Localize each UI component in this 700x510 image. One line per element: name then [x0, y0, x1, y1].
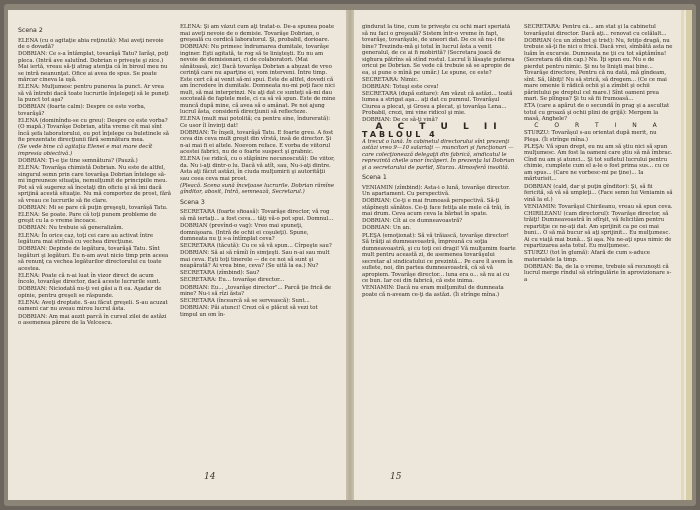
tableau-heading: TABLOUL 4 — [362, 129, 438, 139]
right-page — [354, 10, 692, 500]
dialogue-line: DOBRIAN: Niciodată nu-ţi vei găsi a fi ea. Aşadar de opinie, pentru greşeli se răspunde. — [18, 286, 162, 299]
dialogue-line: DOBRIAN: Nu trebuie să generalizăm. — [18, 225, 124, 232]
dialogue-line: DOBRIAN: Mi se pare că puţin greşeşti, tovarăşă Tatu. — [18, 204, 168, 211]
dialogue-line: ELENA: Poate că n-ai luat în vizor direct de acum încolo, tovarăşe director, dacă aceste lucrurile sunt. — [18, 272, 161, 286]
dialogue-line: DOBRIAN: Totuşi este ceva! — [362, 83, 439, 90]
dialogue-line: SECRETARA (tăcută): Cu ce să vă spun... Cîrpeşte sau? — [180, 243, 332, 250]
stage-direction: (Se vede bine că agitaţia Elenei e mai mare decît impresia obiectivă.) — [18, 144, 153, 157]
dialogue-line: DOBRIAN: Ţi-e ţie tine semnătura? (Pauză.) — [18, 158, 138, 165]
dialogue-line: PLEŞA: Vă spun drept, eu nu am să ştiu nici să spun mulţumesc. Am fost la oameni care ştiu să mă îmbrac. Cînd nu am şi atunci... Şi tot sufletul lucrului pentru chimie, cumplete cum el a-le o fost prima sus... cu ce am spus... (Care ne vorbesc-mi pe ţine)... Ia mărturisit... — [524, 143, 673, 183]
scene-heading: Scena 1 — [362, 174, 387, 182]
dialogue-line: DOBRIAN: Eu... „tovarăşe director"... Parcă ţie frică de mine? Nu-i să rîzi ăsta? — [180, 284, 332, 298]
act-heading: A C T U L II — [375, 122, 503, 133]
left-page — [8, 10, 346, 500]
dialogue-line: ELENA (se ridică, cu o stăpînire necunoscută): De viitor, da. Nu i-aţi dintr-o lu. Dacă vă atît, sau, Nu-i-aţi dintre. Asta aţi făcut astăzi, în ciuda mulţumirii şi autorităţii sau ceea ceva mai prost. — [180, 156, 335, 182]
dialogue-line: DOBRIAN: Te înşeli, tovarăşă Tatu. E foarte greu. A fost ceva din ceva mult greşit din vîrstă, insă de director. Şi n-ai mai fi ei altele. Noevom reface. E vorba de viitorul acestei fabrici, nu de o foarte suspect şi grabnic. — [180, 129, 334, 156]
dialogue-line: DOBRIAN: Păi atunci! Crezi că e plăcut să vezi tot timpul un om în- — [180, 305, 318, 318]
dialogue-line: DOBRIAN (foarte calm): Despre ce este vorba, tovarăşă? — [18, 104, 146, 117]
dialogue-line: STURZU (tot în glumă): Afară de cum s-aduce materialele la timp. — [524, 250, 650, 263]
dialogue-line: DOBRIAN: Am mai auzit parcă în cursul zilei de astăzi o asemenea părere de la Velcescu. — [18, 313, 167, 326]
dialogue-line: DOBRIAN: Nu primesc îndrumarea dumitale, tovarăşe inginer. Eşti agitată, te rog să te linişteşti. Eu nu am nevoie de demisionari, ci de colaboratori. (Mai sănătoasă, zic) Dacă tovarăşa Dobrian a abuzat de vreo cerinţă care nu aparţine ei, vom interveni. Între timp. Este cert că ai venit să-mi spui. Este de altfel, dovedi că am încredere în dumitale. Domneata nu-mi poţi face nici mult, să mai interprinzi. Nu aţi dat ce sunteţi să-mi dau socoteală de faptele mele, ci ca să vă spun. Este de mine muncă după mine, că avea să o amânat. Pe noi ajung lucrul ăsta, consideră direcţiunii să reflecteze. — [180, 44, 336, 116]
dialogue-line: DOBRIAN: Un an. — [362, 225, 411, 232]
dialogue-line: DOBRIAN: De ce să-ţi vină? — [362, 117, 438, 124]
dialogue-line: DOBRIAN (cald, dar şi puţin gînditor): Şi, să fii fericită, să vă să umpleţi... (Face semn lui Veniamin să vină la el.) — [524, 183, 673, 203]
dialogue-line: DOBRIAN: Cît ai ce dumneavoastră? — [362, 218, 463, 225]
dialogue-line: CHIRILEANU (cam directorul): Tovarăşe director, să trăiţi! Dumneavoastră în sfîrşit, vă felicităm pentru repartiţie ce ne-aţi dat. Am sprijinit ca pe cei mai buni... O să mă bucur să aţi sprijinit... Eu mulţumesc. Ai cu viaţă mai bună... Şi aşa. Nu ne-aţi spus nimic de repartizarea asta totul. Eu mulţumesc. — [524, 210, 672, 250]
dialogue-line: ELENA: Tovarăşa chimistă Dobrian. Nu este de altfel, singurul semn prin care tovarăşa Dobrian întelege să-mi îngreuneze situaţia, nemulţumit de principiile meu. Pot să vă sugerez să încetaţi din oficiu şi să îmi dacă sprijină acestă situaţie. Nu mă comportez de prost, fără să vreau ce lucrurile să fie clare. — [18, 165, 171, 204]
dialogue-line: SECRETARA (foarte sfioasă): Tovarăşe director, vă rog să mă iertaţi... a fost ceva... tăţi vă-o pot spui. Domnul... — [180, 209, 334, 222]
dialogue-line: ETA (care a apărut de o secundă în prag şi a ascultat totul cu groază şi ochii plini de grijă): Mergem la masă, Anghele? — [524, 103, 670, 123]
dialogue-line: ELENA (cu o agitaţie abia reţinută): Mai aveţi nevoie de o dovadă? — [18, 37, 164, 50]
stage-direction: (Pleacă. Scena sună înceţoase lucrurile. Dobrian rămîne gînditor, abosit, Intră, semnează, Secretarul.) — [180, 182, 335, 196]
page-number: 14 — [204, 472, 216, 482]
dialogue-line: SECRETARA: Nimic. — [362, 76, 419, 83]
dialogue-line: DOBRIAN (prevînd-o vag): Vreo mai spuneţi, domnişoara. (Intră de ochii ei coşuleţi). Spune, dumneata nu ţi s-a întîmplat ceva? — [180, 223, 309, 243]
dialogue-line: ELENA: Se poate. Pare că toţi punem probleme de greşit cu la o vreme încoace. — [18, 211, 157, 225]
dialogue-line: ELENA (dominîndu-se cu greu): Despre ce este vorba? (O mapă.) Tovarăşe Dobrian, atîta vreme cît mai sînt încă şefa laboratorului, eu pot înţelege ca buletinele să fie prezentate direcţiunii fără semnătura mea. — [18, 117, 169, 144]
dialogue-line: SECRETARA (după ezitare): Am văzut că astăzi... toată lumea a strigat aşa... aţi dat cu pumnul. Tovarăşul Ciurea a plecat, şi Grosu a plecat, şi tovarăşa Lena... Probabil, crezi, imi vine ridicol şi mie. — [362, 90, 513, 117]
dialogue-line: ELENA: Aveţi dreptate. S-au făcut greşeli. S-au acuzat oameni car nu aveau mirou lucrul ăsta. — [18, 299, 168, 313]
page-number: 15 — [390, 472, 402, 482]
dialogue-line: DOBRIAN: Să ai să rămîi în simţeşti. Sau n-ai sau mult mai ceva. Eşti toţi tinerele — de ce noi să sunt şi neapărată? Ai vrea bine, ceva? (Se uită la ea.) Nu? — [180, 250, 330, 270]
scene-heading: Scena 2 — [18, 27, 43, 34]
dialogue-line: ELENA: În orice caz, toţi cei care au activat între legătura mai strînsă cu vechea direcţiune. — [18, 232, 154, 246]
stage-direction: A trecut o lună. În cabinetul directorului sînt prezenţi astăzi vreo 9—10 salariaţi — muncitori şi funcţionari — care colecţionează delegaţii din fabrică, sindicatul le reprezintă cheile unor încăperi. În prezenţa lui Dobrian şi a secretarului de partid, Sturzu. Atmosferă insolită. — [362, 138, 515, 171]
dialogue-line: SECRETARA: Pentru că... am stat şi la cabinetul tovarăşului director. Dacă aţi... renovat cu celălalt... — [524, 24, 667, 37]
right-page-column-1 — [362, 24, 516, 454]
dialogue-line: STURZU: Tovarăşul s-au orientat după merit, nu Pleşa. (Îi strînge mîna.) — [524, 130, 657, 143]
dialogue-line: DOBRIAN: Ce-ţi e mai frumoasă perspectivă. Să-ţi stăpîneşti sănătos. Ce-ţi face fetiţa ale mele că trăi, în mai drum. Ceva acum ceva la bărbat în spate. — [362, 198, 510, 218]
dialogue-line: gîndurat la tine, cum te priveşte cu ochi mari speriată să nu faci o greşeală? Sistem într-o vreme în fapt, tovarăşe, tovarăşule, de uneori dat. De ce să nu-i fie bine? Trezindu-mă şi totul în lucrul ăsta a venit generalul, de ce ai fi mobirită? (Secretara joacă de sighura pătrîns să stînd rostul. Lucrul îi lăsaşte puterea oricui pe Dobrian. Se vede că trebuie să se apropie de ea, și pune o mînă pe umăr.) Le spune, ce este? — [362, 24, 515, 76]
dialogue-line: VENIAMIN (zîmbind): Asta-i o lună, tovarăşe director. Un apartament. Cu perspectivă. — [362, 184, 510, 198]
open-book — [4, 4, 696, 506]
book-gutter — [346, 10, 354, 500]
dialogue-line: DOBRIAN (cu un zîmbet şi trist): Nu, fetiţo dragă, nu trebuie să-ţi fie nici o frică. Dacă vrei, sîmbătă asta ne luăm în excursie. Dumneata ne ţii cu tot săptămîna! (Secretara dă din cap.) Nu. Îţi spun eu. Nu e de pierdut pentru nimic. Şi nu te linişti mai bine... Tovarăşe directore, Pentru că nu dată, mă gîndeam, sînt. Să, lăbiţi! Nu să strică, să dregem... (Ce ce mai mare omenie îi rădică ochii şi a zîmbit şi ochii părintului pe dreptul cel mare.) Sînt oameni prea mari. Se plîngea? Şi tu să fii frumoasă... — [524, 37, 673, 103]
spine-tape — [681, 10, 684, 500]
curtain-line: C O R T I N A — [534, 122, 664, 130]
dialogue-line: ELENA: Şi am văzut cum aţi tratat-o. De-a spunea poate mai aveţi nevoie de o demisie. Tovarăşe Dobrian, o greşeală cu cerdică laboratorul. Şi, probabil, dorioare. — [180, 24, 335, 43]
dialogue-line: DOBRIAN: Ce s-a întâmplat, tovarăşă Tatu? Iarăşi, poţi pleca. (Intră ave salutînd. Dobrian o priveşte şi zice.) Mai iertă, vreau să-ţi atrag atenţia că în biroul meu nu se intră neanunţat. Ofice ai avea de spus. Se poate mărcar cineva la uşă. — [18, 51, 169, 84]
dialogue-line: SECRETARA (zîmbind): Sau? — [180, 270, 260, 277]
dialogue-line: ELENA (mult mai potolită; cu pentru sine, îndurerată): Ce usor îl învinţi dat! — [180, 116, 331, 129]
dialogue-line: SECRETARA (încearcă să se servească): Sunt... — [180, 298, 310, 305]
page-edge — [686, 10, 692, 500]
dialogue-line: VENIAMIN: Dacă nu eram mulţumitul de dumneata poate că n-aveam ce-ţi da astăzi. (Îi strînge mîna.) — [362, 285, 504, 298]
left-page-column-2 — [180, 24, 336, 454]
dialogue-line: PLEŞA (emoţionat): Să vă trăiască, tovarăşe director! Să trăiţi ai dumneavoastră, împreună cu soţia dumneavoastră, şi cu toţi cei dragi! Vă mulţumim foarte mult pentru această zi, de asemenea tovarăşului secretar al sindicatului ce prezintă... Pe care îl avem în suflete, noi, din partea dumneavoastră, că să vă apropiem. Tovarăşe director... luna era o... să nu ai cu ce bun. Iar cei din fabrică, că este inima. — [362, 232, 516, 285]
dialogue-line: DOBRIAN: Depinde de legătura, tovarăşă Tatu. Sînt legături şi legături. Eu n-am avut nicio timp prin aceea să renunţ ca vechea legăturilor directorului cu toate acestea. — [18, 246, 169, 272]
left-page-column-1 — [18, 24, 171, 454]
right-page-column-2 — [524, 24, 674, 454]
dialogue-line: SECRETARA: Eu... tovarăşe director... — [180, 277, 285, 284]
dialogue-line: VENIAMIN: Tovarăşul Chirileanu, vreau să spun ceva. — [524, 203, 673, 210]
scene-heading: Scena 3 — [180, 198, 205, 206]
dialogue-line: DOBRIAN: Ba, de la o vreme, trebuie să recunoşti că lucrul merge rîndul să strîngulărie în aprovizionare s-a — [524, 263, 672, 283]
dialogue-line: ELENA: Mulţumesc pentru punerea la punct. Ar vrea să vă întrebi dacă toate lucrurile înţelegeţi să le puneţi la punct tot aşa? — [18, 84, 169, 104]
